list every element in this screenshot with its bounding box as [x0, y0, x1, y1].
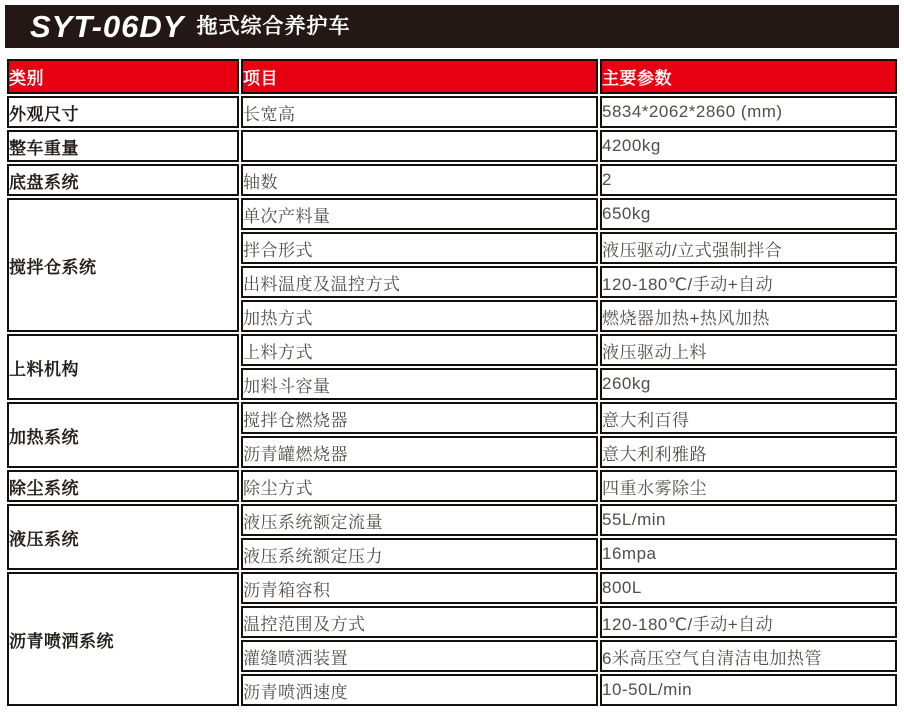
- value-cell: 10-50L/min: [600, 674, 897, 706]
- value-cell: 意大利利雅路: [600, 436, 897, 468]
- value-cell: 意大利百得: [600, 402, 897, 434]
- value-cell: 260kg: [600, 368, 897, 400]
- item-cell: 轴数: [241, 164, 598, 196]
- item-cell: 上料方式: [241, 334, 598, 366]
- column-header-parameter: 主要参数: [600, 59, 897, 94]
- model-title: SYT-06DY: [30, 9, 185, 44]
- column-header-item: 项目: [241, 59, 598, 94]
- table-row: [7, 572, 897, 604]
- item-cell: 搅拌仓燃烧器: [241, 402, 598, 434]
- table-row: [7, 96, 897, 128]
- model-subtitle: 拖式综合养护车: [196, 15, 351, 38]
- table-row: [7, 402, 897, 434]
- item-cell: 拌合形式: [241, 232, 598, 264]
- item-cell: 出料温度及温控方式: [241, 266, 598, 298]
- item-cell: 除尘方式: [241, 470, 598, 502]
- item-cell: 加热方式: [241, 300, 598, 332]
- table-row: [7, 470, 897, 502]
- category-cell: 外观尺寸: [7, 96, 239, 128]
- item-cell: 液压系统额定流量: [241, 504, 598, 536]
- item-cell: 液压系统额定压力: [241, 538, 598, 570]
- value-cell: 4200kg: [600, 130, 897, 162]
- table-row: [7, 198, 897, 230]
- category-cell: 除尘系统: [7, 470, 239, 502]
- item-cell: 长宽高: [241, 96, 598, 128]
- value-cell: 16mpa: [600, 538, 897, 570]
- item-cell: 灌缝喷洒装置: [241, 640, 598, 672]
- item-cell: 温控范围及方式: [241, 606, 598, 638]
- item-cell: 单次产料量: [241, 198, 598, 230]
- item-cell: [241, 130, 598, 162]
- value-cell: 120-180℃/手动+自动: [600, 606, 897, 638]
- title-bar: [5, 5, 899, 48]
- category-cell: 底盘系统: [7, 164, 239, 196]
- table-row: [7, 504, 897, 536]
- item-cell: 沥青罐燃烧器: [241, 436, 598, 468]
- spec-table: [5, 57, 899, 708]
- value-cell: 四重水雾除尘: [600, 470, 897, 502]
- category-cell: 搅拌仓系统: [7, 198, 239, 332]
- table-row: [7, 164, 897, 196]
- value-cell: 2: [600, 164, 897, 196]
- category-cell: 液压系统: [7, 504, 239, 570]
- category-cell: 加热系统: [7, 402, 239, 468]
- value-cell: 800L: [600, 572, 897, 604]
- table-row: [7, 130, 897, 162]
- item-cell: 加料斗容量: [241, 368, 598, 400]
- value-cell: 650kg: [600, 198, 897, 230]
- value-cell: 燃烧器加热+热风加热: [600, 300, 897, 332]
- value-cell: 6米高压空气自清洁电加热管: [600, 640, 897, 672]
- value-cell: 液压驱动上料: [600, 334, 897, 366]
- column-header-category: 类别: [7, 59, 239, 94]
- value-cell: 120-180℃/手动+自动: [600, 266, 897, 298]
- value-cell: 5834*2062*2860 (mm): [600, 96, 897, 128]
- header-row: [7, 59, 897, 94]
- item-cell: 沥青箱容积: [241, 572, 598, 604]
- item-cell: 沥青喷洒速度: [241, 674, 598, 706]
- category-cell: 沥青喷洒系统: [7, 572, 239, 706]
- table-row: [7, 334, 897, 366]
- category-cell: 整车重量: [7, 130, 239, 162]
- value-cell: 液压驱动/立式强制拌合: [600, 232, 897, 264]
- category-cell: 上料机构: [7, 334, 239, 400]
- value-cell: 55L/min: [600, 504, 897, 536]
